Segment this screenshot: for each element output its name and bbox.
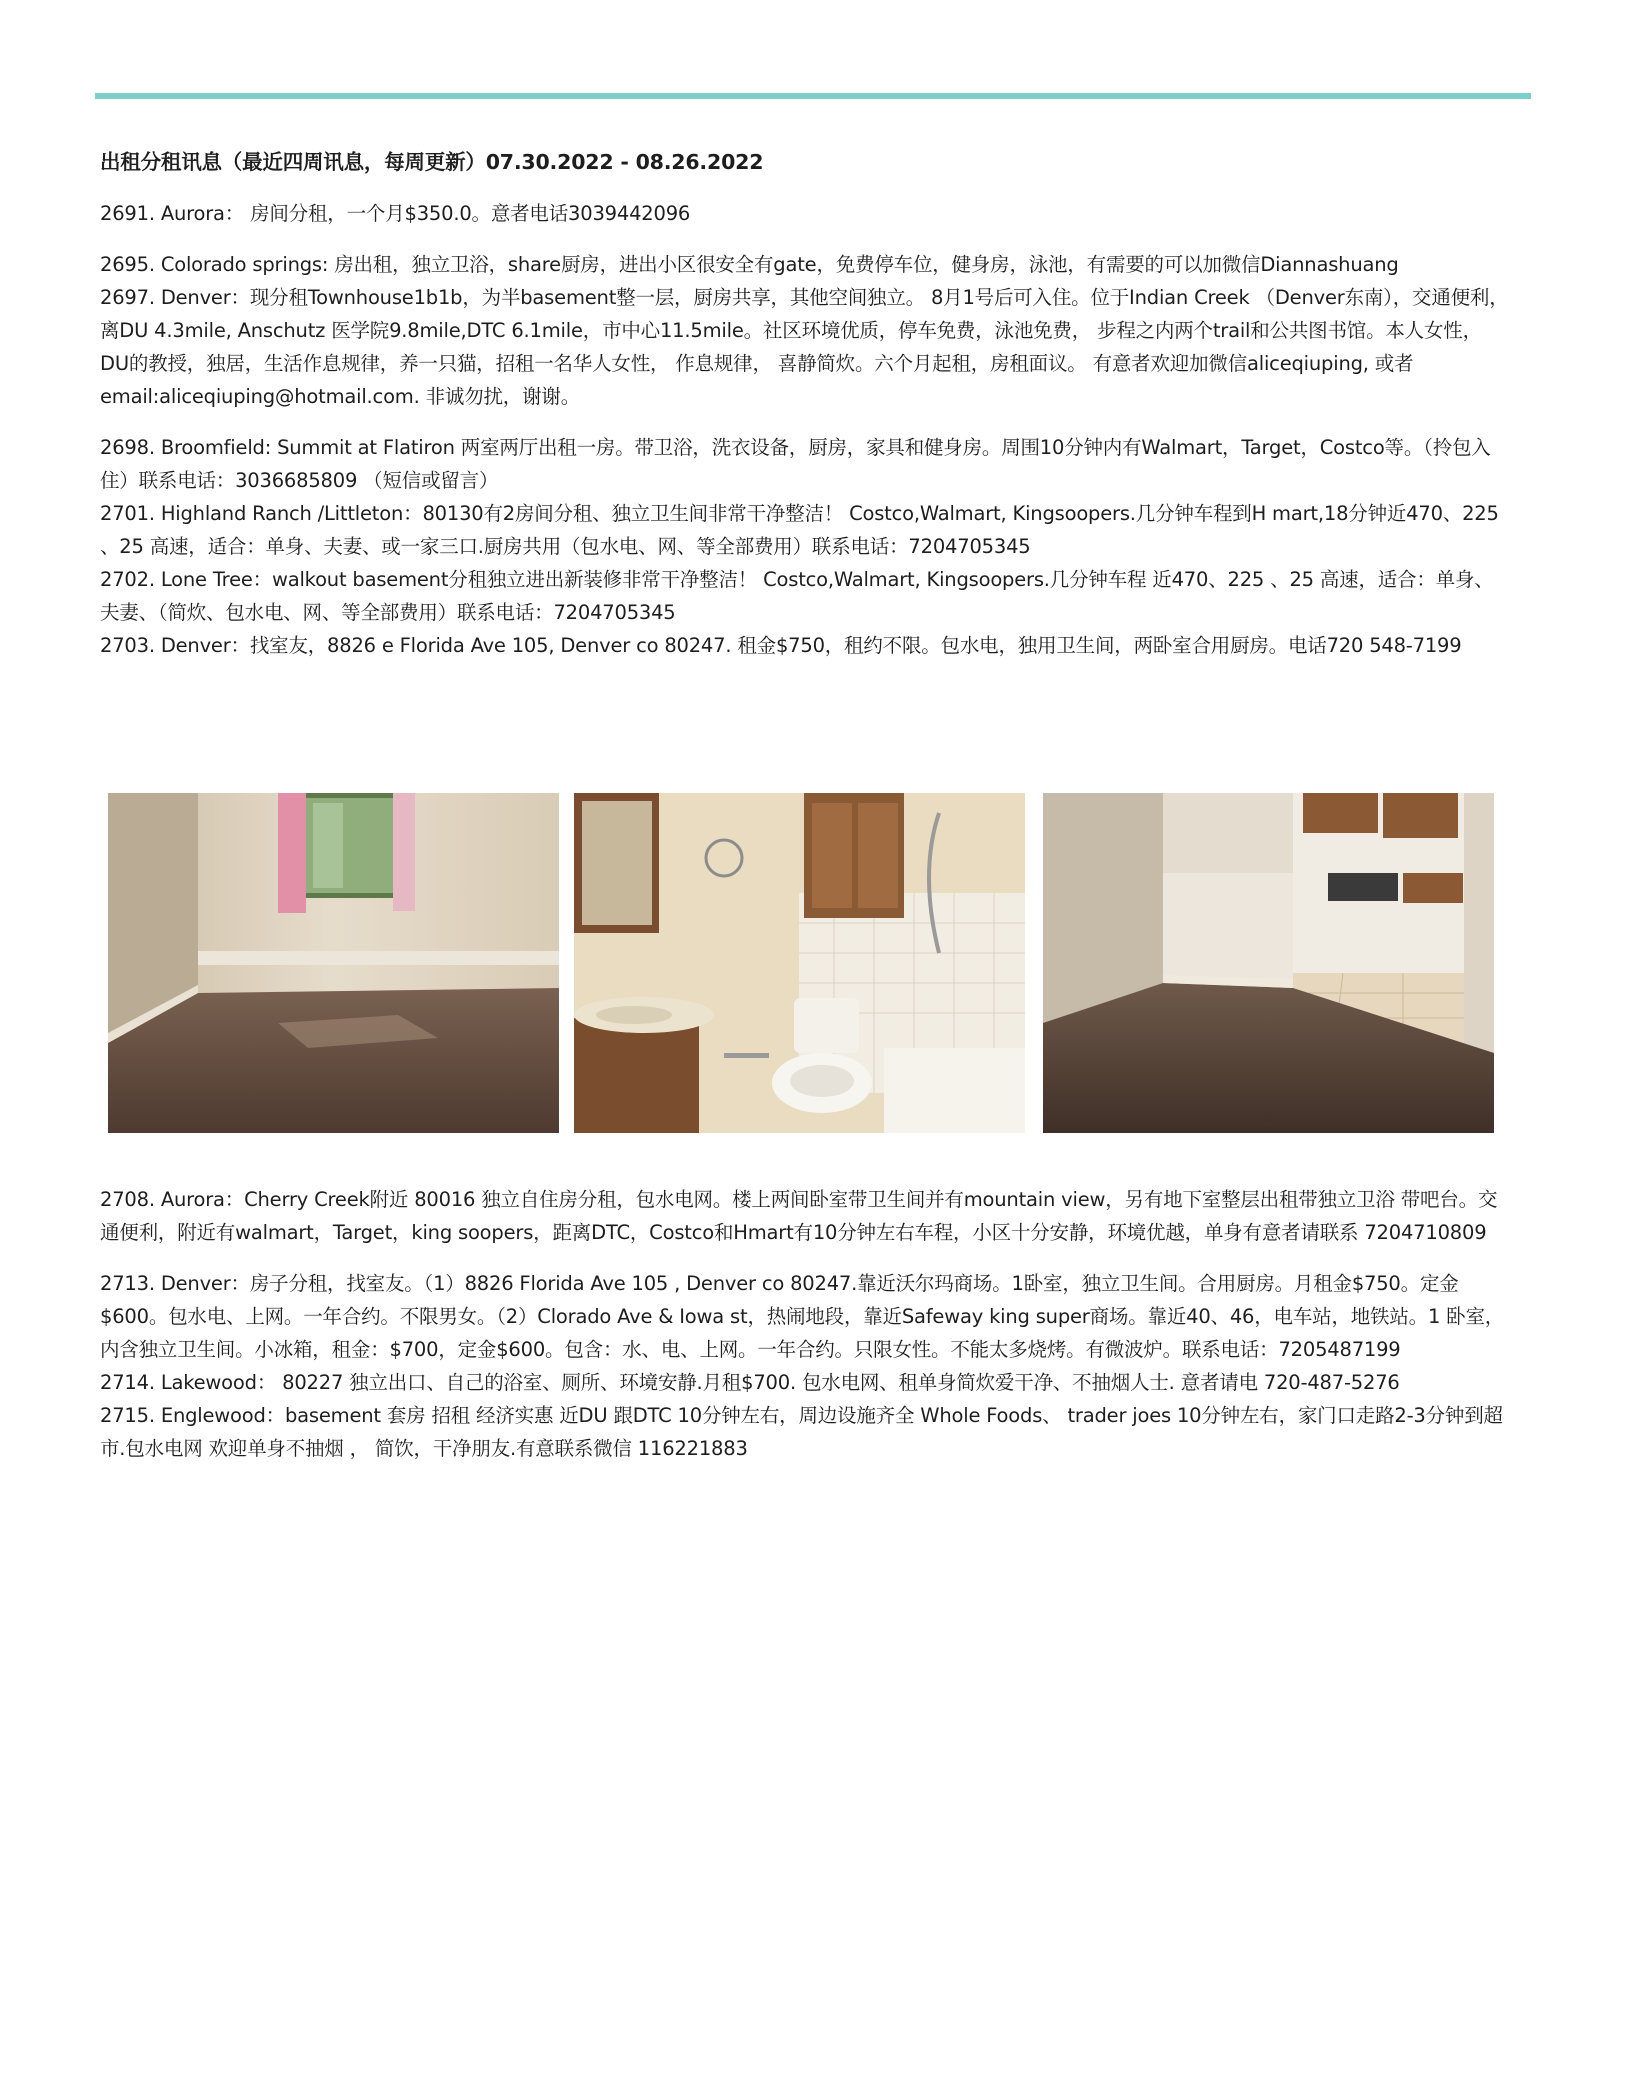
listing-item: 2715. Englewood：basement 套房 招租 经济实惠 近DU 跟DTC 10分钟左右，周边设施齐全 Whole Foods、 trader joes 10分钟左右，家门口走路2-3分钟到超市.包水电网 欢迎单身不抽烟 ， 简饮，干净朋友.有意联系微信 116221883 <box>100 1404 1503 1460</box>
listing-item: 2703. Denver：找室友，8826 e Florida Ave 105, Denver co 80247. 租金$750，租约不限。包水电，独用卫生间，两卧室合用厨房。电话720 548-7199 <box>100 634 1462 657</box>
listing-item: 2713. Denver：房子分租，找室友。（1）8826 Florida Ave 105 , Denver co 80247.靠近沃尔玛商场。1卧室，独立卫生间。合用厨房。月租金$750。定金$600。包水电、上网。一年合约。不限男女。（2）Clorado Ave & Iowa st，热闹地段，靠近Safeway king super商场。靠近40、46，电车站，地铁站。1 卧室，内含独立卫生间。小冰箱，租金：$700，定金$600。包含：水、电、上网。一年合约。只限女性。不能太多烧烤。有微波炉。联系电话：7205487199 <box>100 1272 1505 1361</box>
listing-item: 2708. Aurora：Cherry Creek附近 80016 独立自住房分租，包水电网。楼上两间卧室带卫生间并有mountain view，另有地下室整层出租带独立卫浴 带吧台。交通便利，附近有walmart，Target，king soopers，距离DTC，Costco和Hmart有10分钟左右车程，小区十分安静，环境优越，单身有意者请联系 7204710809 <box>100 1188 1498 1244</box>
listing-item: 2697. Denver：现分租Townhouse1b1b，为半basement整一层，厨房共享，其他空间独立。 8月1号后可入住。位于Indian Creek （Denver东南），交通便利，离DU 4.3mile, Anschutz 医学院9.8mile,DTC 6.1mile，市中心11.5mile。社区环境优质，停车免费，泳池免费， 步程之内两个trail和公共图书馆。本人女性，DU的教授，独居，生活作息规律，养一只猫，招租一名华人女性， 作息规律， 喜静简炊。六个月起租，房租面议。 有意者欢迎加微信aliceqiuping, 或者email:aliceqiuping@hotmail.com. 非诚勿扰，谢谢。 <box>100 286 1509 408</box>
listing-group <box>100 431 1510 662</box>
listings-upper <box>100 146 1510 680</box>
listing-item: 2714. Lakewood： 80227 独立出口、自己的浴室、厕所、环境安静.月租$700. 包水电网、租单身简炊爱干净、不抽烟人士. 意者请电 720-487-5276 <box>100 1371 1400 1394</box>
listing-group <box>100 197 1510 230</box>
listing-item: 2691. Aurora： 房间分租，一个月$350.0。意者电话3039442096 <box>100 202 691 225</box>
bedroom-photo <box>108 793 559 1133</box>
living-room-photo <box>1043 793 1494 1133</box>
page-heading: 出租分租讯息（最近四周讯息，每周更新）07.30.2022 - 08.26.2022 <box>100 150 764 174</box>
listing-item: 2702. Lone Tree：walkout basement分租独立进出新装修非常干净整洁！ Costco,Walmart, Kingsoopers.几分钟车程 近470、225 、25 高速，适合：单身、夫妻、（简炊、包水电、网、等全部费用）联系电话：7204705345 <box>100 568 1494 624</box>
listing-item: 2698. Broomfield: Summit at Flatiron 两室两厅出租一房。带卫浴，洗衣设备，厨房，家具和健身房。周围10分钟内有Walmart，Target，Costco等。（拎包入住）联系电话：3036685809 （短信或留言） <box>100 436 1491 492</box>
bathroom-photo <box>574 793 1025 1133</box>
listing-photos <box>108 793 1494 1133</box>
listing-group <box>100 248 1510 413</box>
listing-item: 2695. Colorado springs: 房出租，独立卫浴，share厨房，进出小区很安全有gate，免费停车位，健身房，泳池，有需要的可以加微信Diannashuang <box>100 253 1399 276</box>
listing-item: 2701. Highland Ranch /Littleton：80130有2房间分租、独立卫生间非常干净整洁！ Costco,Walmart, Kingsoopers.几分钟车程到H mart,18分钟近470、225 、25 高速，适合：单身、夫妻、或一家三口.厨房共用（包水电、网、等全部费用）联系电话：7204705345 <box>100 502 1499 558</box>
listing-group <box>100 1267 1510 1465</box>
listings-lower <box>100 1183 1510 1483</box>
header-divider <box>95 93 1531 99</box>
listing-group <box>100 1183 1510 1249</box>
